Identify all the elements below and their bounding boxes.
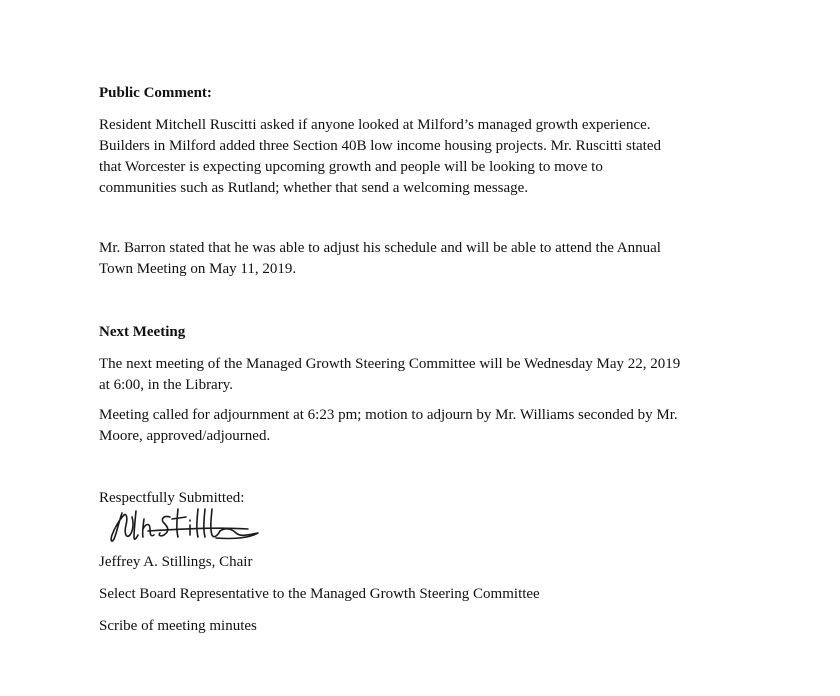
signer-name: Jeffrey A. Stillings, Chair — [99, 554, 253, 570]
paragraph-line: Meeting called for adjournment at 6:23 pm; motion to adjourn by Mr. Williams seconded by Mr. — [99, 407, 678, 423]
paragraph-line: Mr. Barron stated that he was able to adjust his schedule and will be able to attend the Annual — [99, 240, 661, 256]
public-comment-paragraph — [99, 115, 759, 199]
paragraph-line: communities such as Rutland; whether that send a welcoming message. — [99, 180, 529, 196]
adjournment-paragraph — [99, 405, 759, 447]
paragraph-line: Builders in Milford added three Section 40B low income housing projects. Mr. Ruscitti stated — [99, 138, 662, 154]
barron-paragraph — [99, 238, 759, 280]
signature-image — [108, 505, 268, 549]
signer-role: Select Board Representative to the Managed Growth Steering Committee — [99, 586, 540, 602]
paragraph-line: Moore, approved/adjourned. — [99, 428, 271, 444]
respectfully-submitted-label: Respectfully Submitted: — [99, 490, 245, 506]
next-meeting-paragraph — [99, 354, 759, 396]
paragraph-line: Resident Mitchell Ruscitti asked if anyone looked at Milford’s managed growth experience. — [99, 117, 651, 133]
paragraph-line: Town Meeting on May 11, 2019. — [99, 261, 297, 277]
paragraph-line: that Worcester is expecting upcoming growth and people will be looking to move to — [99, 159, 603, 175]
paragraph-line: The next meeting of the Managed Growth Steering Committee will be Wednesday May 22, 2019 — [99, 356, 681, 372]
next-meeting-heading: Next Meeting — [99, 324, 186, 340]
paragraph-line: at 6:00, in the Library. — [99, 377, 233, 393]
scribe-note: Scribe of meeting minutes — [99, 618, 257, 634]
public-comment-heading: Public Comment: — [99, 85, 212, 101]
